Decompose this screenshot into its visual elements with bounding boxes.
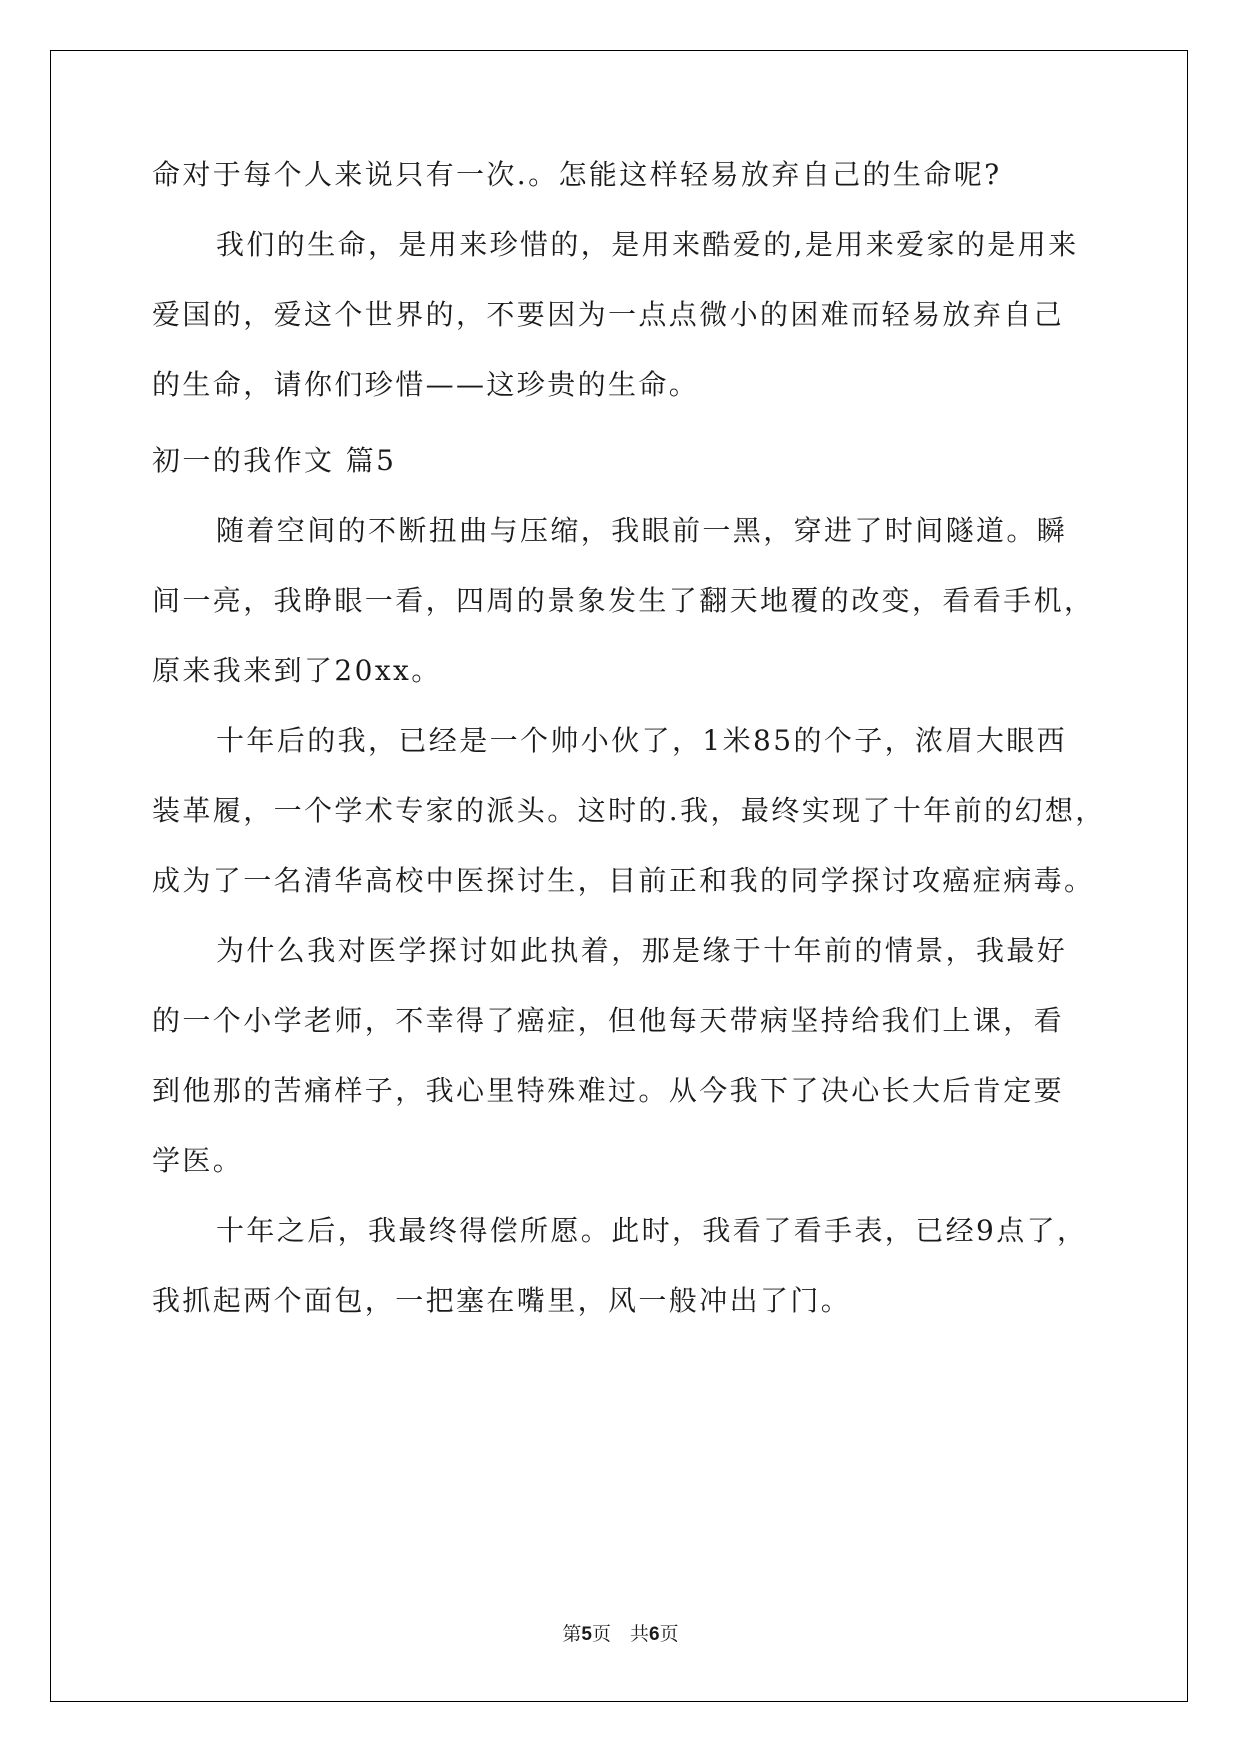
body-line: 成为了一名清华高校中医探讨生，目前正和我的同学探讨攻癌症病毒。	[152, 864, 1095, 897]
section-heading: 初一的我作文 篇5	[152, 444, 397, 477]
body-line: 装革履，一个学术专家的派头。这时的.我，最终实现了十年前的幻想，	[152, 794, 1106, 827]
body-line: 学医。	[152, 1144, 244, 1177]
body-line: 为什么我对医学探讨如此执着，那是缘于十年前的情景，我最好	[216, 934, 1068, 967]
body-line: 爱国的，爱这个世界的，不要因为一点点微小的困难而轻易放弃自己	[152, 298, 1065, 331]
body-line: 我们的生命，是用来珍惜的，是用来酷爱的,是用来爱家的是用来	[216, 228, 1079, 261]
body-line: 命对于每个人来说只有一次.。怎能这样轻易放弃自己的生命呢?	[152, 158, 1002, 191]
body-line: 原来我来到了20xx。	[152, 654, 442, 687]
page-total: 6	[649, 1624, 660, 1645]
page-label-prefix: 第	[562, 1623, 582, 1645]
page-footer	[0, 1622, 1241, 1647]
body-line: 到他那的苦痛样子，我心里特殊难过。从今我下了决心长大后肯定要	[152, 1074, 1065, 1107]
body-line: 随着空间的不断扭曲与压缩，我眼前一黑，穿进了时间隧道。瞬	[216, 514, 1068, 547]
body-line: 的一个小学老师，不幸得了癌症，但他每天带病坚持给我们上课，看	[152, 1004, 1065, 1037]
page-number: 5	[581, 1624, 592, 1645]
page-label-mid: 页 共	[591, 1623, 649, 1645]
body-line: 的生命，请你们珍惜——这珍贵的生命。	[152, 368, 700, 401]
body-line: 间一亮，我睁眼一看，四周的景象发生了翻天地覆的改变，看看手机，	[152, 584, 1095, 617]
body-line: 十年后的我，已经是一个帅小伙了，1米85的个子，浓眉大眼西	[216, 724, 1068, 757]
body-line: 十年之后，我最终得偿所愿。此时，我看了看手表，已经9点了，	[216, 1214, 1088, 1247]
body-line: 我抓起两个面包，一把塞在嘴里，风一般冲出了门。	[152, 1284, 852, 1317]
page-label-suffix: 页	[659, 1623, 679, 1645]
